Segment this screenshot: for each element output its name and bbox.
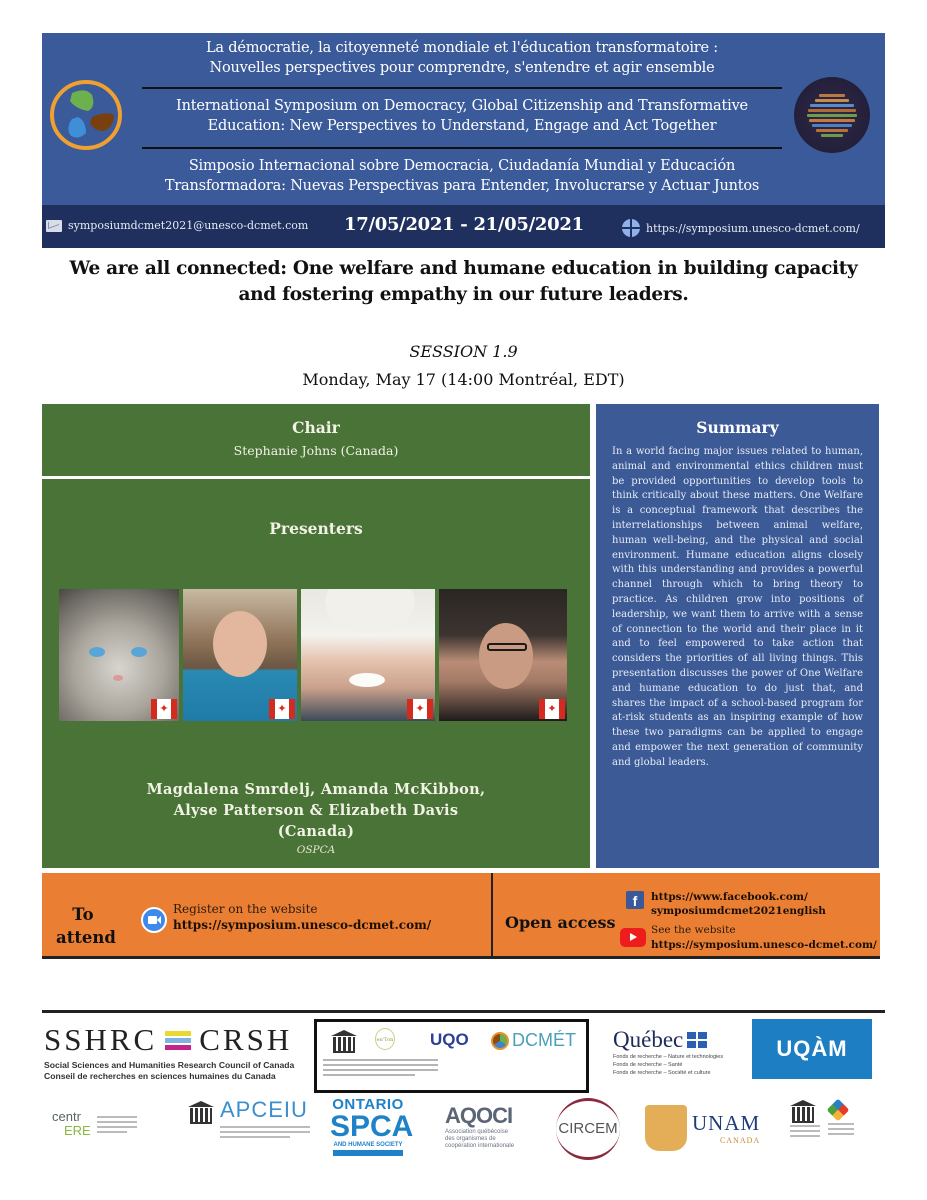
to-attend-label	[56, 903, 116, 949]
partner-logos-box	[314, 1019, 589, 1093]
ospca-subtitle: AND HUMANE SOCIETY	[333, 1142, 403, 1148]
canada-flag-icon	[539, 699, 565, 719]
unam-canada-logo	[645, 1105, 760, 1151]
presenter-names-line2: Alyse Patterson & Elizabeth Davis	[173, 802, 459, 819]
presenter-names-line1: Magdalena Smrdelj, Amanda McKibbon,	[146, 781, 486, 798]
centrere-text-bottom: ERE	[64, 1123, 91, 1138]
ontario-spca-logo	[330, 1096, 414, 1156]
contact-email[interactable]	[46, 219, 308, 232]
presenter-names	[42, 779, 590, 842]
session-title	[30, 256, 897, 308]
banner-title-es-line2: Transformadora: Nuevas Perspectivas para Entender, Involucrarse y Actuar Juntos	[164, 178, 760, 194]
website-link[interactable]: https://symposium.unesco-dcmet.com/	[646, 221, 860, 235]
sshrc-bars-icon	[165, 1031, 191, 1050]
summary-text: In a world facing major issues related to human, animal and environmental ethics children must be provided opportunities to develop tools to think critically about these matters. One Welfare is a conceptual framework that describes the interrelationships between animal welfare, human well-being, and the physical and social environment. Humane education aligns closely with this understanding and provides a powerful channel through which to bring theory to practice. As children grow into positions of leadership, we want them to arrive with a sense of connection to the world and their place in it and to feel empowered to take action that considers the priorities of all living things. This presentation discusses the power of One Welfare and humane education to do just that, and shares the impact of a school-based program for at-risk students as an inspiring example of how these two paradigms can be applied to engage and empower the next generation of community and global leaders.	[612, 446, 863, 768]
summary-panel	[596, 404, 879, 868]
aqoci-sub-3: coopération internationale	[445, 1143, 515, 1149]
unesco-logo-icon	[331, 1030, 357, 1052]
unam-crest-icon	[645, 1105, 687, 1151]
banner-title-en	[142, 96, 782, 136]
quebec-flag-icon	[687, 1032, 707, 1048]
sshrc-logo	[44, 1022, 306, 1082]
sshrc-text: SSHRC	[44, 1022, 158, 1057]
to-attend-line1: To	[72, 905, 94, 924]
contact-website[interactable]	[622, 219, 860, 237]
youtube-label: See the website	[651, 924, 736, 936]
session-label: SESSION 1.9	[409, 342, 518, 361]
crsh-text: CRSH	[199, 1022, 293, 1057]
canada-flag-icon	[151, 699, 177, 719]
dcmet-mark-icon	[491, 1032, 509, 1050]
unesco-logo-icon	[188, 1101, 214, 1123]
presenter-photo-1	[183, 589, 297, 721]
en-ton-logo-icon: en'Ton	[375, 1028, 395, 1050]
dcmet-logo-icon	[48, 77, 124, 153]
banner-title-en-line2: Education: New Perspectives to Understand, Engage and Act Together	[207, 118, 717, 134]
banner-title-fr	[142, 38, 782, 78]
youtube-icon[interactable]	[620, 928, 646, 947]
banner-divider	[142, 147, 782, 149]
contact-bar	[42, 205, 885, 248]
sshrc-subtitle-fr: Conseil de recherches en sciences humaines du Canada	[44, 1071, 276, 1081]
unam-text: UNAM	[692, 1111, 761, 1135]
banner-title-es-line1: Simposio Internacional sobre Democracia, Ciudadanía Mundial y Educación	[188, 158, 736, 174]
banner-title-en-line1: International Symposium on Democracy, Global Citizenship and Transformative	[176, 98, 748, 114]
ccunesco-maple-icon	[827, 1099, 850, 1122]
uqam-logo: UQÀM	[752, 1019, 872, 1079]
banner-title-es	[142, 156, 782, 196]
banner-divider	[142, 87, 782, 89]
chair-panel	[42, 404, 590, 476]
presenter-photo-3	[439, 589, 567, 721]
session-title-line2: and fostering empathy in our future leaders.	[238, 284, 689, 305]
ospca-tagline-bar	[333, 1150, 403, 1156]
ospca-ontario-text: ONTARIO	[332, 1096, 404, 1113]
facebook-link-line2[interactable]: symposiumdcmet2021english	[651, 905, 826, 917]
centrere-logo	[52, 1110, 137, 1138]
presenter-organization: OSPCA	[296, 844, 336, 856]
quebec-sub-2: Fonds de recherche – Santé	[613, 1062, 683, 1068]
zoom-video-icon	[141, 907, 167, 933]
unam-canada-text: CANADA	[719, 1136, 761, 1145]
open-access-label: Open access	[505, 913, 616, 932]
circem-logo: CIRCEM	[556, 1098, 620, 1160]
facebook-icon[interactable]: f	[626, 891, 644, 909]
presenter-country: (Canada)	[277, 823, 355, 840]
presenters-panel	[42, 479, 590, 868]
sponsors-divider	[42, 1010, 885, 1013]
facebook-link-line1[interactable]: https://www.facebook.com/	[651, 891, 808, 903]
sshrc-subtitle-en: Social Sciences and Humanities Research Council of Canada	[44, 1060, 295, 1070]
session-datetime: Monday, May 17 (14:00 Montréal, EDT)	[302, 370, 625, 389]
register-link[interactable]: https://symposium.unesco-dcmet.com/	[173, 918, 432, 932]
session-title-line1: We are all connected: One welfare and humane education in building capacity	[69, 258, 858, 279]
aqoci-sub-1: Association québécoise	[445, 1129, 509, 1135]
symposium-dates: 17/05/2021 - 21/05/2021	[344, 214, 584, 235]
attend-section	[42, 873, 493, 959]
ospca-spca-text: SPCA	[330, 1110, 414, 1143]
presenter-photo-2	[301, 589, 435, 721]
centrere-text-top: centr	[52, 1109, 81, 1124]
apceiu-text: APCEIU	[220, 1097, 308, 1122]
ccunesco-subtitle	[828, 1123, 854, 1135]
dcmet-logo	[491, 1030, 576, 1051]
chair-heading: Chair	[292, 418, 340, 437]
facebook-link[interactable]	[651, 890, 826, 918]
presenter-photo-cat	[59, 589, 179, 721]
aqoci-logo	[445, 1103, 514, 1150]
presenter-photos	[59, 589, 569, 723]
mail-icon	[46, 220, 62, 232]
uqo-logo: UQO	[430, 1030, 469, 1049]
banner-title-fr-line1: La démocratie, la citoyenneté mondiale et l'éducation transformatoire :	[205, 40, 718, 56]
centrere-subtitle	[97, 1113, 137, 1136]
apceiu-subtitle	[220, 1126, 310, 1138]
attend-bar	[42, 873, 880, 959]
unesco-chair-text	[323, 1056, 438, 1079]
wordcloud-logo-icon	[794, 77, 870, 153]
youtube-website-link[interactable]: https://symposium.unesco-dcmet.com/	[651, 939, 877, 951]
globe-icon	[622, 219, 640, 237]
quebec-text: Québec	[613, 1027, 684, 1052]
unesco-subtitle	[790, 1125, 820, 1137]
canadian-commission-unesco-logo	[790, 1100, 854, 1140]
quebec-sub-3: Fonds de recherche – Société et culture	[613, 1070, 711, 1076]
banner-title-fr-line2: Nouvelles perspectives pour comprendre, s'entendre et agir ensemble	[209, 60, 715, 76]
canada-flag-icon	[269, 699, 295, 719]
email-link[interactable]: symposiumdcmet2021@unesco-dcmet.com	[68, 219, 309, 232]
to-attend-line2: attend	[56, 928, 116, 947]
apceiu-logo	[188, 1097, 310, 1141]
presenters-heading: Presenters	[269, 519, 363, 538]
register-label: Register on the website	[173, 902, 318, 916]
dcmet-text: DCMÉT	[512, 1030, 576, 1050]
quebec-sub-1: Fonds de recherche – Nature et technologies	[613, 1054, 724, 1060]
symposium-banner	[42, 33, 885, 248]
canada-flag-icon	[407, 699, 433, 719]
aqoci-text: AQOCI	[445, 1103, 513, 1128]
chair-name: Stephanie Johns (Canada)	[233, 443, 399, 458]
aqoci-sub-2: des organismes de	[445, 1136, 496, 1142]
unesco-logo-icon	[790, 1100, 816, 1122]
quebec-frq-logo	[613, 1027, 743, 1077]
summary-heading: Summary	[696, 418, 779, 437]
